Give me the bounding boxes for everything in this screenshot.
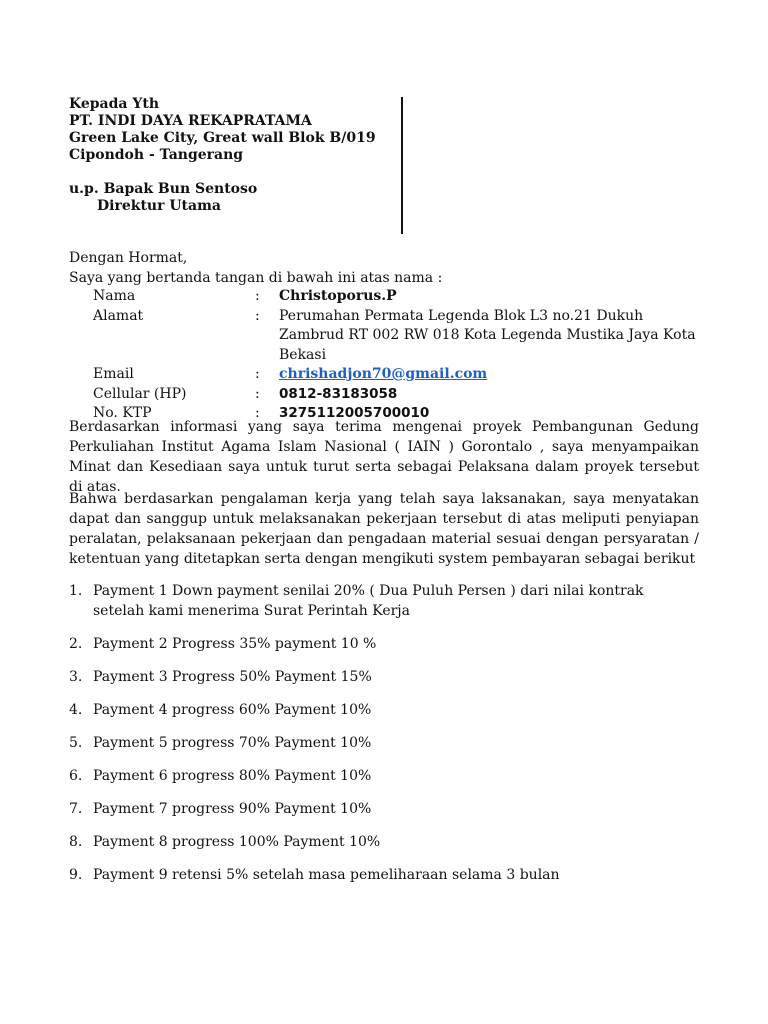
spacer	[69, 164, 376, 181]
list-item	[69, 581, 699, 621]
list-item	[69, 667, 699, 687]
identity-row-email	[93, 365, 704, 385]
intro-line: Saya yang bertanda tangan di bawah ini atas nama :	[69, 269, 443, 286]
list-number: 2.	[69, 636, 83, 652]
greeting: Dengan Hormat,	[69, 250, 188, 266]
list-text: Payment 9 retensi 5% setelah masa pemeliharaan selama 3 bulan	[93, 867, 560, 883]
vertical-divider	[401, 97, 403, 234]
identity-row-address	[93, 307, 704, 366]
colon: :	[255, 385, 260, 402]
recipient-block	[69, 96, 376, 215]
list-text: Payment 2 Progress 35% payment 10 %	[93, 636, 377, 652]
identity-label: Cellular (HP)	[93, 385, 187, 402]
list-item	[69, 634, 699, 654]
colon: :	[255, 307, 260, 324]
list-text: Payment 1 Down payment senilai 20% ( Dua Puluh Persen ) dari nilai kontrak setelah kami menerima Surat Perintah Kerja	[93, 583, 644, 619]
list-number: 5.	[69, 735, 83, 751]
identity-address-value: Perumahan Permata Legenda Blok L3 no.21 Dukuh Zambrud RT 002 RW 018 Kota Legenda Mustika Jaya Kota Bekasi	[279, 307, 696, 363]
identity-row-phone	[93, 385, 704, 405]
list-item	[69, 865, 699, 885]
salutation: Kepada Yth	[69, 96, 160, 112]
list-item	[69, 766, 699, 786]
attention-position: Direktur Utama	[97, 198, 221, 214]
list-number: 9.	[69, 867, 83, 883]
identity-name-value: Christoporus.P	[279, 288, 397, 304]
list-text: Payment 3 Progress 50% Payment 15%	[93, 669, 372, 685]
identity-table	[93, 287, 704, 424]
list-text: Payment 6 progress 80% Payment 10%	[93, 768, 372, 784]
identity-label: Nama	[93, 288, 136, 304]
paragraph-capability: Bahwa berdasarkan pengalaman kerja yang telah saya laksanakan, saya menyatakan dapat dan sanggup untuk melaksanakan pekerjaan tersebut di atas meliputi penyiapan peralatan, pelaksanaan pekerjaan dan pengadaan material sesuai dengan persyaratan / ketentuan yang ditetapkan serta dengan mengikuti system pembayaran sebagai berikut	[69, 491, 699, 567]
identity-ktp-value: 3275112005700010	[279, 405, 430, 421]
list-item	[69, 832, 699, 852]
list-text: Payment 8 progress 100% Payment 10%	[93, 834, 381, 850]
list-number: 7.	[69, 801, 83, 817]
list-item	[69, 733, 699, 753]
attention-line: u.p. Bapak Bun Sentoso	[69, 181, 258, 197]
list-number: 4.	[69, 702, 83, 718]
identity-phone-value: 0812-83183058	[279, 385, 398, 402]
identity-label: Alamat	[93, 307, 144, 324]
identity-row-name	[93, 287, 704, 307]
list-number: 3.	[69, 669, 83, 685]
identity-label: No. KTP	[93, 405, 152, 421]
list-text: Payment 4 progress 60% Payment 10%	[93, 702, 372, 718]
list-item	[69, 700, 699, 720]
payment-list	[69, 581, 699, 898]
company-name: PT. INDI DAYA REKAPRATAMA	[69, 113, 312, 129]
identity-label: Email	[93, 366, 134, 382]
opening-block	[69, 249, 442, 288]
list-number: 1.	[69, 583, 83, 599]
colon: :	[255, 288, 260, 304]
list-number: 6.	[69, 768, 83, 784]
email-link[interactable]: chrishadjon70@gmail.com	[279, 366, 488, 382]
colon: :	[255, 405, 260, 421]
colon: :	[255, 366, 260, 382]
list-item	[69, 799, 699, 819]
list-number: 8.	[69, 834, 83, 850]
paragraph-interest: Berdasarkan informasi yang saya terima mengenai proyek Pembangunan Gedung Perkuliahan Institut Agama Islam Nasional ( IAIN ) Gorontalo , saya menyampaikan Minat dan Kesediaan saya untuk turut serta sebagai Pelaksana dalam proyek tersebut di atas.	[69, 419, 699, 495]
list-text: Payment 7 progress 90% Payment 10%	[93, 801, 372, 817]
list-text: Payment 5 progress 70% Payment 10%	[93, 735, 372, 751]
company-address-line-2: Cipondoh - Tangerang	[69, 147, 244, 163]
company-address-line-1: Green Lake City, Great wall Blok B/019	[69, 130, 376, 146]
